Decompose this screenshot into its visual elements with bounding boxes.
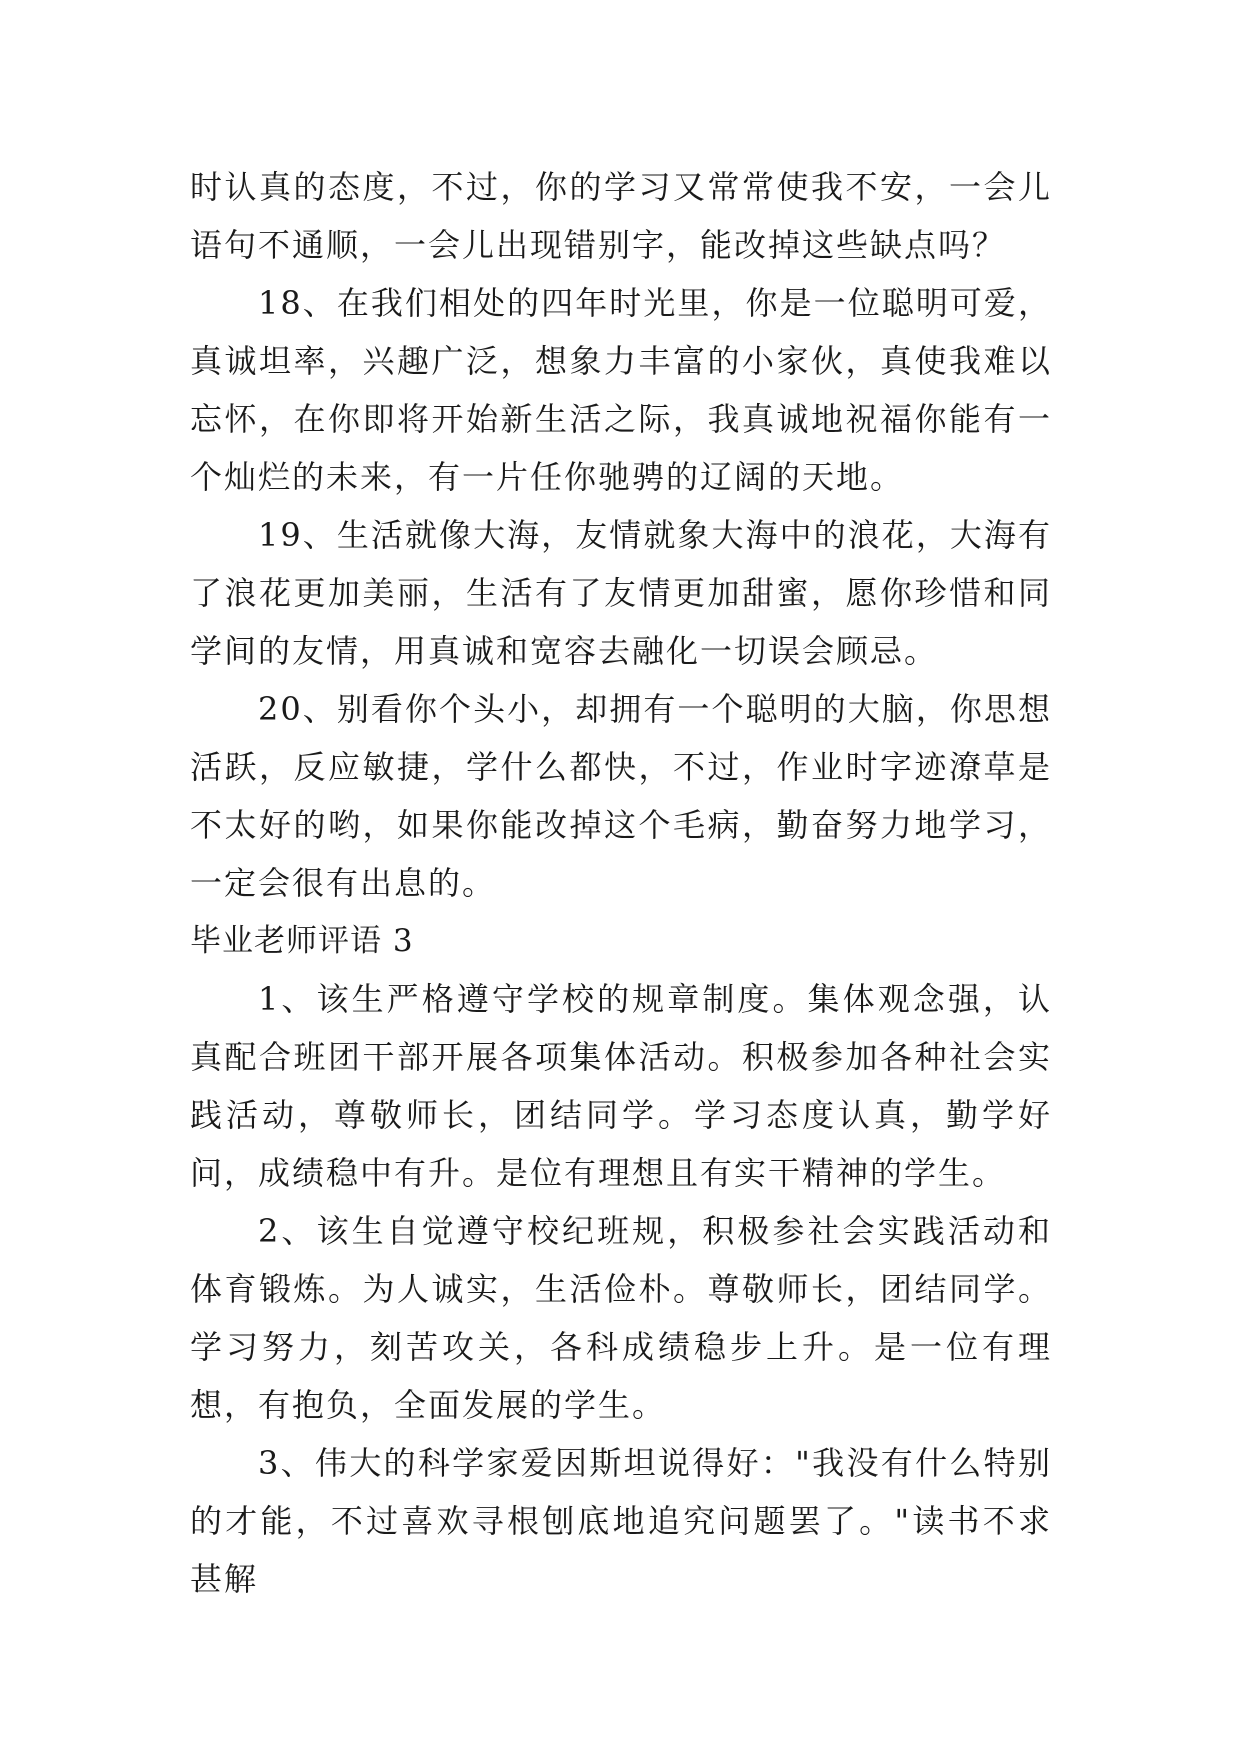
paragraph-comment-2: 2、该生自觉遵守校纪班规，积极参社会实践活动和体育锻炼。为人诚实，生活俭朴。尊敬师长，团结同学。学习努力，刻苦攻关，各科成绩稳步上升。是一位有理想，有抱负，全面发展的学生。 (190, 1212, 1052, 1424)
paragraph-continuation: 时认真的态度，不过，你的学习又常常使我不安，一会儿语句不通顺，一会儿出现错别字，能改掉这些缺点吗？ (190, 168, 1052, 264)
paragraph-comment-18: 18、在我们相处的四年时光里，你是一位聪明可爱，真诚坦率，兴趣广泛，想象力丰富的小家伙，真使我难以忘怀，在你即将开始新生活之际，我真诚地祝福你能有一个灿烂的未来，有一片任你驰骋的辽阔的天地。 (190, 284, 1052, 496)
document-body (190, 158, 1052, 1608)
paragraph-comment-1: 1、该生严格遵守学校的规章制度。集体观念强，认真配合班团干部开展各项集体活动。积极参加各种社会实践活动，尊敬师长，团结同学。学习态度认真，勤学好问，成绩稳中有升。是位有理想且有实干精神的学生。 (190, 980, 1052, 1192)
paragraph-comment-19: 19、生活就像大海，友情就象大海中的浪花，大海有了浪花更加美丽，生活有了友情更加甜蜜，愿你珍惜和同学间的友情，用真诚和宽容去融化一切误会顾忌。 (190, 516, 1052, 670)
paragraph-comment-3: 3、伟大的科学家爱因斯坦说得好："我没有什么特别的才能，不过喜欢寻根刨底地追究问题罢了。"读书不求甚解 (190, 1444, 1052, 1598)
paragraph-comment-20: 20、别看你个头小，却拥有一个聪明的大脑，你思想活跃，反应敏捷，学什么都快，不过，作业时字迹潦草是不太好的哟，如果你能改掉这个毛病，勤奋努力地学习，一定会很有出息的。 (190, 690, 1052, 902)
section-heading: 毕业老师评语 3 (190, 923, 414, 959)
